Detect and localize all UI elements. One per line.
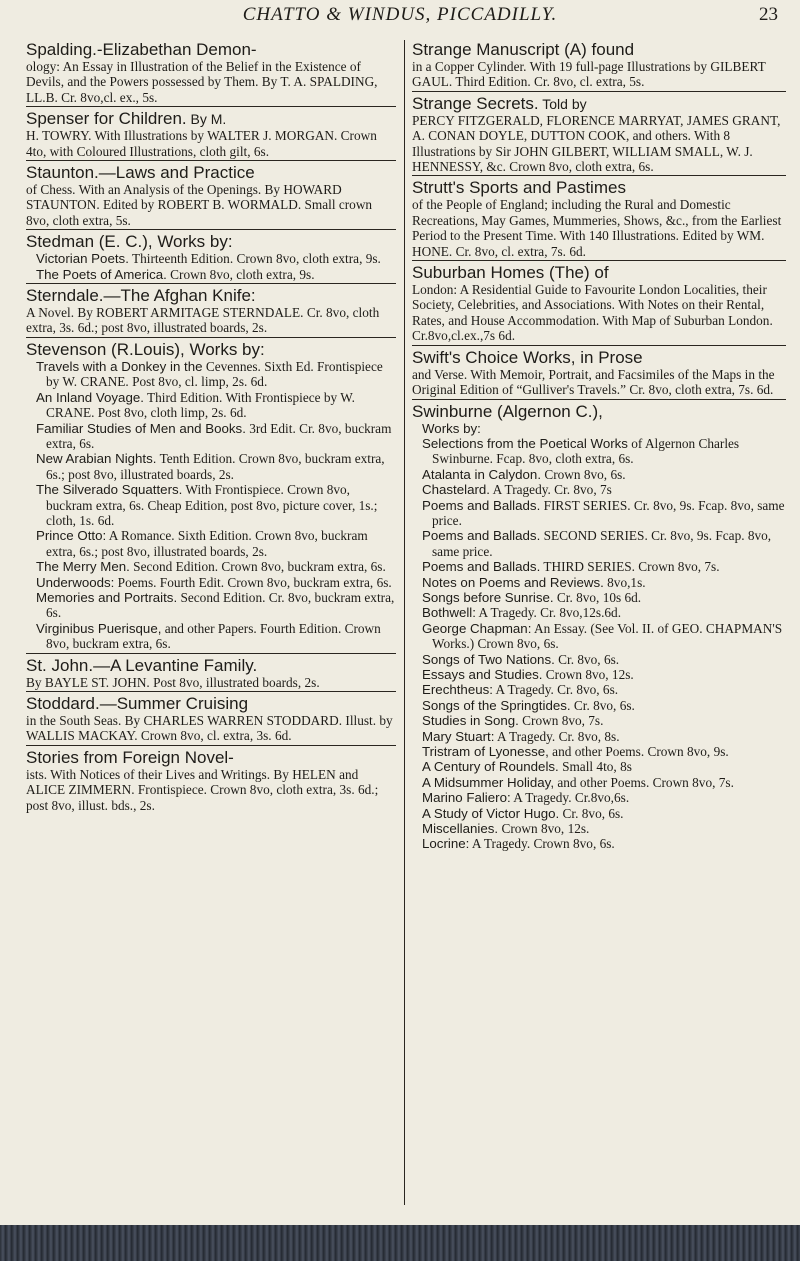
running-header — [0, 4, 800, 34]
work-item — [422, 605, 786, 620]
work-title: The Merry Men. — [36, 559, 130, 575]
work-item — [36, 251, 396, 266]
work-title: Virginibus Puerisque, — [36, 620, 162, 636]
work-item — [36, 621, 396, 652]
entry-author: Stories from Foreign Novel- — [26, 747, 234, 767]
entry-author: Spenser for Children. — [26, 109, 187, 129]
entry-author: Sterndale.—The Afghan Knife: — [26, 286, 256, 306]
work-item — [422, 528, 786, 559]
entry-heading — [26, 232, 396, 251]
work-item — [36, 267, 396, 282]
page-number: 23 — [759, 4, 778, 25]
entry-description: ology: An Essay in Illustration of the Belief in the Existence of Devils, and the Powers possessed by Them. By T. A. SPALDING, LL.B. Cr. 8vo,cl. ex., 5s. — [26, 59, 378, 105]
entry-author: Stoddard.—Summer Cruising — [26, 694, 249, 713]
work-item — [422, 682, 786, 697]
work-title: Chastelard. — [422, 482, 490, 498]
work-details: With Frontispiece. Crown 8vo, buckram extra, 6s. Cheap Edition, post 8vo, picture cover, 1s.; cloth, 1s. 6d. — [46, 482, 378, 528]
catalogue-entry — [412, 94, 786, 177]
work-details: 3rd Edit. Cr. 8vo, buckram extra, 6s. — [46, 420, 392, 451]
work-title: Locrine: — [422, 836, 470, 852]
work-details: Tenth Edition. Crown 8vo, buckram extra, 6s.; post 8vo, illustrated boards, 2s. — [46, 451, 385, 482]
work-details: FIRST SERIES. Cr. 8vo, 9s. Fcap. 8vo, same price. — [432, 497, 785, 528]
work-details: A Tragedy. Cr. 8vo, 8s. — [494, 728, 620, 744]
work-title: A Century of Roundels. — [422, 759, 559, 775]
entry-heading — [26, 340, 396, 359]
entry-heading — [412, 402, 786, 421]
entry-author-by: Told by — [538, 95, 587, 112]
running-title: CHATTO & WINDUS, PICCADILLY. — [242, 4, 558, 25]
work-item — [422, 713, 786, 728]
catalogue-entry — [412, 178, 786, 261]
entry-description: PERCY FITZGERALD, FLORENCE MARRYAT, JAMES GRANT, A. CONAN DOYLE, DUTTON COOK, and others. With 8 Illustrations by Sir JOHN GILBERT, WILLIAM SMALL, W. J. HENNESSY, &c. Crown 8vo, cloth extra, 6s. — [412, 112, 781, 175]
work-details: Crown 8vo, 12s. — [498, 821, 590, 837]
work-title: An Inland Voyage. — [36, 389, 144, 405]
entry-description: H. TOWRY. With Illustrations by WALTER J. MORGAN. Crown 4to, with Coloured Illustrations, cloth gilt, 6s. — [26, 128, 377, 159]
work-item — [36, 451, 396, 482]
work-item — [422, 836, 786, 851]
entry-heading — [412, 263, 786, 282]
catalogue-entry — [26, 748, 396, 814]
work-title: Atalanta in Calydon. — [422, 466, 542, 482]
work-title: Miscellanies. — [422, 821, 499, 837]
entry-author-by: By M. — [186, 111, 227, 128]
entry-author: Stevenson (R.Louis), Works by: — [26, 339, 265, 359]
scan-edge-strip — [0, 1225, 800, 1261]
work-title: Familiar Studies of Men and Books. — [36, 420, 246, 436]
work-details: Poems. Fourth Edit. Crown 8vo, buckram extra, 6s. — [114, 574, 392, 590]
work-title: Poems and Ballads. — [422, 559, 541, 575]
catalogue-entry — [412, 348, 786, 400]
work-details: THIRD SERIES. Crown 8vo, 7s. — [540, 559, 720, 575]
catalogue-entry — [26, 232, 396, 284]
work-item — [422, 590, 786, 605]
work-item — [422, 790, 786, 805]
work-details: Small 4to, 8s — [558, 759, 632, 775]
work-item — [422, 482, 786, 497]
work-title: The Poets of America. — [36, 266, 167, 282]
work-item — [36, 559, 396, 574]
work-title: New Arabian Nights. — [36, 451, 157, 467]
work-title: Marino Faliero: — [422, 790, 511, 806]
work-title: Mary Stuart: — [422, 728, 495, 744]
work-details: A Tragedy. Cr. 8vo,12s.6d. — [475, 605, 622, 621]
entry-heading — [26, 109, 396, 128]
work-details: Crown 8vo, 12s. — [542, 667, 634, 682]
entry-heading — [26, 40, 396, 59]
work-details: and other Papers. Fourth Edition. Crown 8vo, buckram extra, 6s. — [46, 620, 381, 652]
entry-description: in a Copper Cylinder. With 19 full-page Illustrations by GILBERT GAUL. Third Edition. Cr. 8vo, cl. extra, 5s. — [412, 59, 766, 90]
catalogue-entry — [412, 263, 786, 346]
entry-heading — [412, 348, 786, 367]
entry-author: Suburban Homes (The) of — [412, 263, 609, 283]
catalogue-entry — [26, 340, 396, 654]
work-title: Memories and Portraits. — [36, 589, 178, 605]
catalogue-entry — [26, 109, 396, 161]
work-item — [422, 698, 786, 713]
work-title: Studies in Song. — [422, 713, 519, 729]
entry-author: Swinburne (Algernon C.), — [412, 401, 603, 421]
work-item — [422, 667, 786, 682]
work-details: Cr. 8vo, 6s. — [570, 697, 635, 713]
work-title: Poems and Ballads. — [422, 497, 541, 513]
work-title: Notes on Poems and Reviews. — [422, 574, 604, 590]
entry-description: ists. With Notices of their Lives and Writings. By HELEN and ALICE ZIMMERN. Frontispiece. Crown 8vo, cloth extra, 3s. 6d.; post 8vo, illust. bds., 2s. — [26, 766, 379, 813]
entry-heading — [26, 286, 396, 305]
work-details: Third Edition. With Frontispiece by W. CRANE. Post 8vo, cloth limp, 2s. 6d. — [46, 389, 355, 421]
work-title: Songs of Two Nations. — [422, 651, 555, 667]
work-details: A Tragedy. Cr. 8vo, 7s — [490, 482, 612, 498]
work-details: and other Poems. Crown 8vo, 7s. — [554, 774, 734, 790]
work-details: and other Poems. Crown 8vo, 9s. — [548, 744, 729, 760]
column-divider — [404, 40, 405, 1205]
work-details: A Tragedy. Cr.8vo,6s. — [510, 790, 630, 806]
work-item — [36, 528, 396, 559]
work-title: Bothwell: — [422, 605, 476, 621]
entry-description: of Chess. With an Analysis of the Openings. By HOWARD STAUNTON. Edited by ROBERT B. WORMALD. Small crown 8vo, cloth extra, 5s. — [26, 182, 373, 228]
entry-description: of the People of England; including the Rural and Domestic Recreations, May Games, Mummeries, Shows, &c., from the Earliest Period to the Present Time. With 140 Illustrations. Edited by WM. HONE. Cr. 8vo, cl. extra, 7s. 6d. — [412, 197, 782, 259]
work-item — [36, 482, 396, 528]
work-details: Thirteenth Edition. Crown 8vo, cloth extra, 9s. — [128, 251, 381, 267]
work-details: An Essay. (See Vol. II. of GEO. CHAPMAN'S Works.) Crown 8vo, 6s. — [432, 620, 783, 652]
work-details: Cr. 8vo, 10s 6d. — [553, 589, 642, 605]
catalogue-entry — [412, 402, 786, 853]
work-item — [422, 821, 786, 836]
entry-author: St. John.—A Levantine Family. — [26, 655, 258, 675]
work-item — [422, 759, 786, 774]
entry-heading — [412, 178, 786, 197]
work-details: Second Edition. Cr. 8vo, buckram extra, 6s. — [46, 589, 395, 621]
work-details: Crown 8vo, cloth extra, 9s. — [166, 266, 315, 282]
work-item — [422, 729, 786, 744]
work-details: Crown 8vo, 7s. — [518, 713, 604, 729]
entry-heading — [26, 656, 396, 675]
work-title: Songs before Sunrise. — [422, 589, 554, 605]
work-details: Cr. 8vo, 6s. — [559, 805, 624, 821]
entry-author: Strutt's Sports and Pastimes — [412, 178, 626, 198]
left-column — [26, 40, 396, 816]
entry-heading — [26, 748, 396, 767]
entry-description: and Verse. With Memoir, Portrait, and Facsimiles of the Maps in the Original Edition of “Gulliver's Travels.” Cr. 8vo, cloth extra, 7s. 6d. — [412, 366, 775, 398]
catalogue-entry — [26, 40, 396, 107]
work-item — [36, 575, 396, 590]
work-item — [422, 652, 786, 667]
work-title: Poems and Ballads. — [422, 528, 541, 544]
entry-heading — [26, 694, 396, 713]
entry-author: Strange Manuscript (A) found — [412, 40, 635, 59]
work-title: Underwoods: — [36, 574, 115, 590]
catalogue-entry — [26, 286, 396, 338]
work-details: SECOND SERIES. Cr. 8vo, 9s. Fcap. 8vo, same price. — [432, 528, 772, 559]
work-title: Prince Otto: — [36, 528, 107, 544]
work-title: George Chapman: — [422, 620, 532, 636]
work-details: A Romance. Sixth Edition. Crown 8vo, buckram extra, 6s.; post 8vo, illustrated boards, 2s. — [46, 528, 368, 559]
entry-author: Strange Secrets. — [412, 93, 539, 113]
work-item — [422, 498, 786, 529]
work-title: Erechtheus: — [422, 682, 493, 698]
work-title: The Silverado Squatters. — [36, 482, 183, 498]
work-title: Selections from the Poetical Works — [422, 435, 628, 451]
entry-description: in the South Seas. By CHARLES WARREN STODDARD. Illust. by WALLIS MACKAY. Crown 8vo, cl. extra, 3s. 6d. — [26, 713, 393, 744]
work-details: Crown 8vo, 6s. — [541, 466, 626, 482]
entry-description: London: A Residential Guide to Favourite London Localities, their Society, Celebrities, and Associations. With Notes on their Rental, Rates, and House Accommodation. With Map of Suburban London. Cr.8vo,cl.ex.,7s 6d. — [412, 282, 773, 344]
work-item — [422, 467, 786, 482]
work-item — [422, 621, 786, 652]
work-details: of Algernon Charles Swinburne. Fcap. 8vo, cloth extra, 6s. — [432, 435, 740, 467]
work-item — [36, 359, 396, 390]
entry-description: A Novel. By ROBERT ARMITAGE STERNDALE. Cr. 8vo, cloth extra, 3s. 6d.; post 8vo, illustrated boards, 2s. — [26, 305, 380, 336]
entry-author: Spalding.-Elizabethan Demon- — [26, 40, 257, 59]
catalogue-entry — [26, 163, 396, 230]
work-title: Travels with a Donkey in the — [36, 358, 203, 374]
work-item — [422, 744, 786, 759]
entry-heading — [26, 163, 396, 182]
entry-author: Staunton.—Laws and Practice — [26, 163, 255, 183]
work-title: Essays and Studies. — [422, 667, 543, 682]
work-details: Cevennes. Sixth Ed. Frontispiece by W. CRANE. Post 8vo, cl. limp, 2s. 6d. — [46, 358, 383, 390]
entry-author: Stedman (E. C.), Works by: — [26, 232, 233, 252]
entry-description: By BAYLE ST. JOHN. Post 8vo, illustrated boards, 2s. — [26, 674, 320, 690]
entry-heading — [412, 94, 786, 113]
work-details: 8vo,1s. — [603, 574, 646, 590]
work-title: A Study of Victor Hugo. — [422, 805, 560, 821]
work-details: A Tragedy. Cr. 8vo, 6s. — [492, 682, 619, 698]
work-item — [422, 559, 786, 574]
work-item — [422, 806, 786, 821]
work-item — [36, 421, 396, 452]
right-column — [412, 40, 786, 855]
work-item — [422, 575, 786, 590]
work-title: Songs of the Springtides. — [422, 697, 571, 713]
catalogue-entry — [412, 40, 786, 92]
entry-author: Swift's Choice Works, in Prose — [412, 347, 643, 367]
work-item — [422, 775, 786, 790]
catalogue-entry — [26, 694, 396, 746]
catalogue-entry — [26, 656, 396, 692]
work-title: A Midsummer Holiday, — [422, 774, 555, 790]
entry-heading — [412, 40, 786, 59]
work-item — [36, 590, 396, 621]
work-details: Second Edition. Crown 8vo, buckram extra, 6s. — [129, 559, 386, 575]
work-item — [36, 390, 396, 421]
work-title: Tristram of Lyonesse, — [422, 744, 549, 760]
work-title: Victorian Poets. — [36, 251, 129, 267]
work-details: Cr. 8vo, 6s. — [554, 651, 620, 667]
work-item — [422, 436, 786, 467]
work-details: A Tragedy. Crown 8vo, 6s. — [469, 836, 615, 852]
entry-works-by: Works by: — [422, 420, 481, 436]
